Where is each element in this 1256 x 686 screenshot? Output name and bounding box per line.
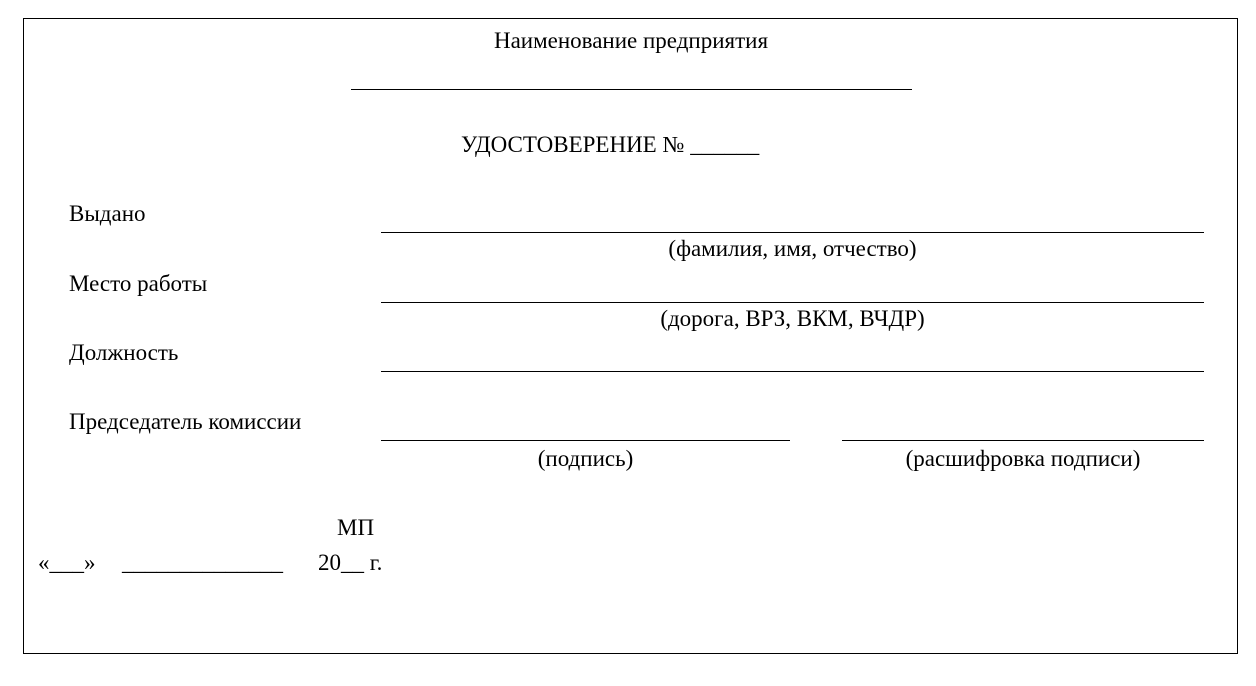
issued-to-hint: (фамилия, имя, отчество) [668,236,917,261]
issued-to-label: Выдано [69,201,146,226]
certificate-number-field[interactable]: ______ [690,132,760,157]
date-day-field[interactable]: «___» [38,550,96,575]
issued-to-field[interactable] [381,232,1204,233]
chairman-label: Председатель комиссии [69,409,302,434]
date-month-field[interactable]: ______________ [122,550,283,575]
signature-decoding-field[interactable] [842,440,1204,441]
workplace-label: Место работы [69,271,208,296]
date-year-field[interactable]: 20__ г. [318,550,383,575]
org-name-field[interactable] [351,89,912,90]
certificate-title-text: УДОСТОВЕРЕНИЕ № [461,132,685,157]
position-field[interactable] [381,371,1204,372]
certificate-title [461,132,759,158]
signature-hint: (подпись) [537,446,634,471]
workplace-field[interactable] [381,302,1204,303]
signature-decoding-hint: (расшифровка подписи) [905,446,1141,471]
position-label: Должность [69,340,179,365]
stamp-label: МП [337,515,375,540]
signature-field[interactable] [381,440,790,441]
org-name-label: Наименование предприятия [493,28,769,53]
workplace-hint: (дорога, ВРЗ, ВКМ, ВЧДР) [660,306,925,331]
